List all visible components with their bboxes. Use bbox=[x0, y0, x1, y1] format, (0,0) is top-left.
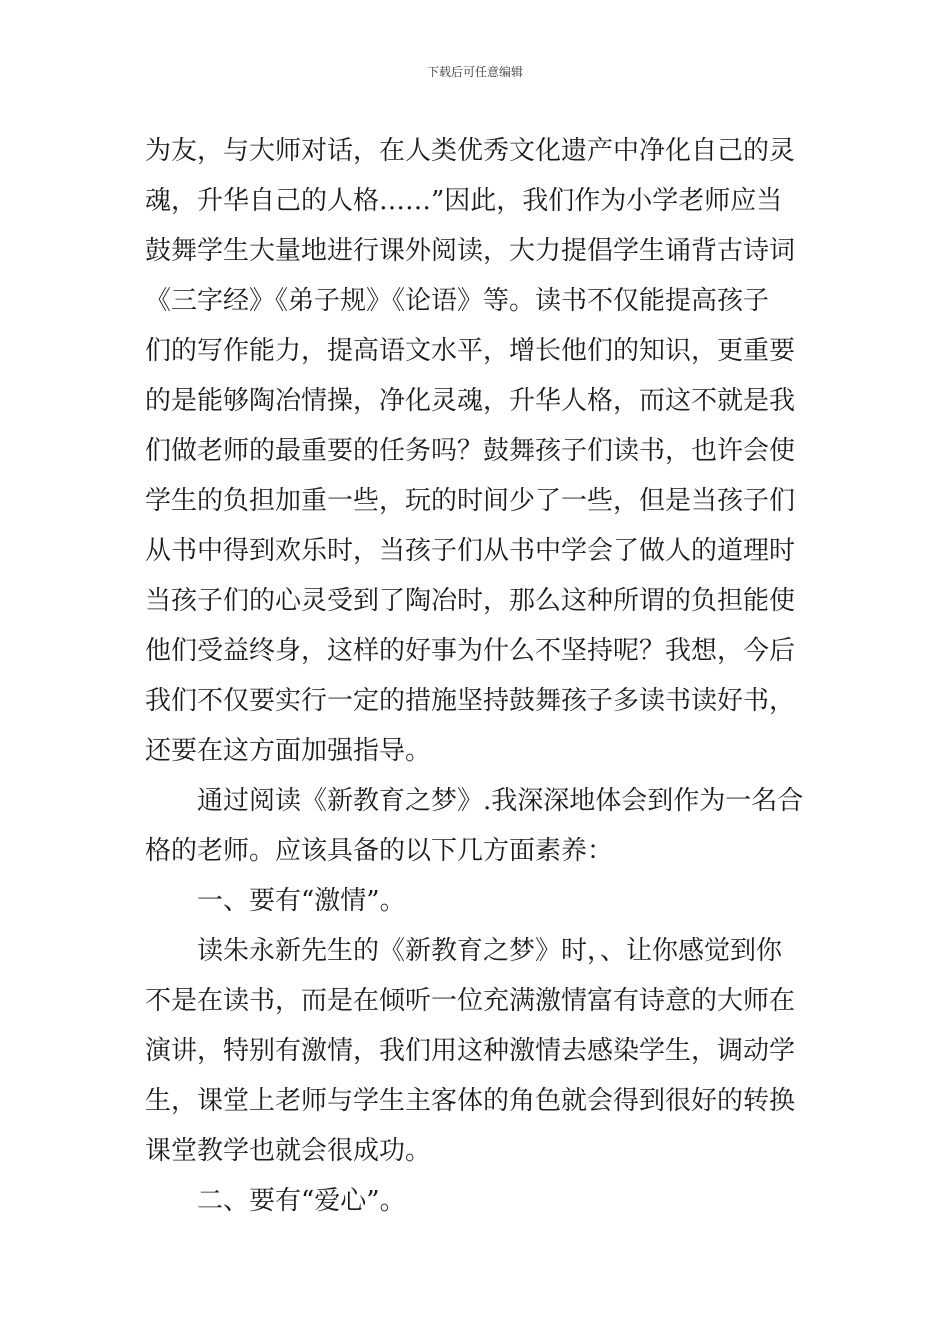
text-line: 魂，升华自己的人格……”因此，我们作为小学老师应当 bbox=[145, 186, 783, 216]
document-body bbox=[145, 126, 815, 1226]
text-line: 们做老师的最重要的任务吗？鼓舞孩子们读书，也许会使 bbox=[145, 436, 796, 466]
text-line: 的是能够陶冶情操，净化灵魂，升华人格，而这不就是我 bbox=[145, 386, 796, 416]
section-heading: 二、要有“爱心”。 bbox=[145, 1186, 406, 1216]
text-line: 读朱永新先生的《新教育之梦》时，、让你感觉到你 bbox=[145, 936, 783, 966]
text-line: 不是在读书，而是在倾听一位充满激情富有诗意的大师在 bbox=[145, 986, 796, 1016]
text-line: 为友，与大师对话，在人类优秀文化遗产中净化自己的灵 bbox=[145, 136, 796, 166]
text-line: 从书中得到欢乐时，当孩子们从书中学会了做人的道理时 bbox=[145, 536, 796, 566]
text-line: 当孩子们的心灵受到了陶冶时，那么这种所谓的负担能使 bbox=[145, 586, 796, 616]
text-line: 们的写作能力，提高语文水平，增长他们的知识，更重要 bbox=[145, 336, 796, 366]
text-line: 生，课堂上老师与学生主客体的角色就会得到很好的转换 bbox=[145, 1086, 796, 1116]
text-line: 课堂教学也就会很成功。 bbox=[145, 1136, 432, 1166]
text-line: 通过阅读《新教育之梦》.我深深地体会到作为一名合 bbox=[145, 786, 804, 816]
text-line: 我们不仅要实行一定的措施坚持鼓舞孩子多读书读好书， bbox=[145, 686, 796, 716]
text-line: 学生的负担加重一些，玩的时间少了一些，但是当孩子们 bbox=[145, 486, 796, 516]
page-header: 下载后可任意编辑 bbox=[426, 65, 523, 79]
text-line: 还要在这方面加强指导。 bbox=[145, 736, 432, 766]
section-heading: 一、要有“激情”。 bbox=[145, 886, 406, 916]
text-line: 《三字经》《弟子规》《论语》等。读书不仅能提高孩子 bbox=[145, 286, 770, 316]
text-line: 演讲，特别有激情，我们用这种激情去感染学生，调动学 bbox=[145, 1036, 796, 1066]
text-line: 格的老师。应该具备的以下几方面素养： bbox=[145, 836, 614, 866]
text-line: 他们受益终身，这样的好事为什么不坚持呢？我想，今后 bbox=[145, 636, 796, 666]
text-line: 鼓舞学生大量地进行课外阅读，大力提倡学生诵背古诗词 bbox=[145, 236, 796, 266]
